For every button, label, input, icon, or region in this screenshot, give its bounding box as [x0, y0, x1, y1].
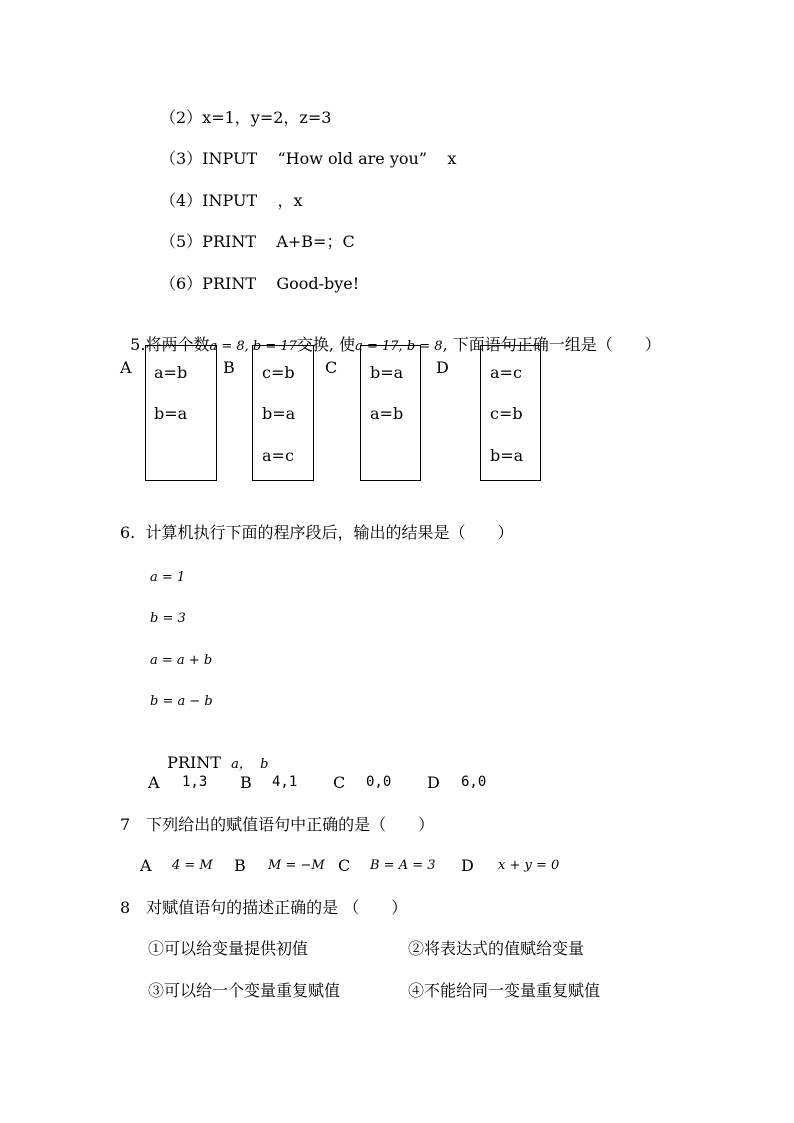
q7-option-b-letter: B: [234, 856, 246, 875]
q4-item-6: （6）PRINT Good-bye!: [160, 274, 360, 293]
q5-suffix: , 下面语句正确一组是（ ）: [442, 335, 661, 354]
q6-option-c-letter: C: [333, 773, 346, 792]
q7-option-a-letter: A: [140, 856, 152, 875]
q5-option-d-letter: D: [436, 358, 449, 377]
q6-option-c-value: 0,0: [366, 774, 392, 790]
q6-option-b-value: 4,1: [272, 774, 298, 790]
q8-choice-1: ①可以给变量提供初值: [148, 939, 309, 958]
q5-option-a-line-2: b=a: [154, 404, 188, 423]
q5-target: a = 17, b = 8: [355, 339, 443, 354]
q5-given: a = 8, b = 17: [209, 339, 297, 354]
q7-option-d-value: x + y = 0: [498, 858, 560, 873]
q6-option-d-letter: D: [427, 773, 440, 792]
q7-option-a-value: 4 = M: [172, 858, 213, 873]
q6-print-args: a， b: [231, 757, 269, 772]
q5-option-c-line-2: a=b: [370, 404, 404, 423]
q4-item-5: （5）PRINT A+B=；C: [160, 232, 355, 251]
q7-option-b-value: M = −M: [268, 858, 325, 873]
q5-option-d-line-2: c=b: [490, 404, 523, 423]
q6-print-line: [157, 733, 269, 775]
q6-print-keyword: PRINT: [167, 753, 221, 772]
q5-option-b-line-3: a=c: [262, 446, 294, 465]
q7-option-c-value: B = A = 3: [370, 858, 436, 873]
q4-item-3: （3）INPUT “How old are you” x: [160, 149, 457, 168]
q5-option-c-letter: C: [325, 358, 338, 377]
q4-item-4: （4）INPUT ，x: [160, 191, 303, 210]
q8-choice-2: ②将表达式的值赋给变量: [408, 939, 585, 958]
q5-option-b-letter: B: [223, 358, 235, 377]
q5-option-d-line-1: a=c: [490, 363, 522, 382]
q4-item-2: （2）x=1，y=2，z=3: [160, 108, 332, 127]
q8-choice-3: ③可以给一个变量重复赋值: [148, 981, 341, 1000]
q6-option-d-value: 6,0: [461, 774, 487, 790]
q5-mid: 交换, 使: [296, 335, 356, 354]
q8-stem: 8 对赋值语句的描述正确的是 （ ）: [120, 898, 408, 917]
q6-code-line-4: b = a − b: [150, 694, 213, 709]
q6-stem: 6. 计算机执行下面的程序段后，输出的结果是（ ）: [120, 523, 514, 542]
q5-option-a-line-1: a=b: [154, 363, 188, 382]
q5-option-c-line-1: b=a: [370, 363, 404, 382]
q6-option-a-letter: A: [148, 773, 160, 792]
q5-option-a-letter: A: [120, 358, 132, 377]
q7-option-d-letter: D: [461, 856, 474, 875]
q7-stem: 7 下列给出的赋值语句中正确的是（ ）: [120, 815, 435, 834]
q6-option-b-letter: B: [240, 773, 252, 792]
q5-option-b-line-2: b=a: [262, 404, 296, 423]
q6-code-line-3: a = a + b: [150, 653, 213, 668]
q8-choice-4: ④不能给同一变量重复赋值: [408, 981, 601, 1000]
q6-option-a-value: 1,3: [182, 774, 208, 790]
q5-prefix: 5.将两个数: [130, 335, 210, 354]
q5-option-d-line-3: b=a: [490, 446, 524, 465]
q6-code-line-2: b = 3: [150, 611, 186, 626]
q6-code-line-1: a = 1: [150, 570, 186, 585]
q7-option-c-letter: C: [338, 856, 351, 875]
q5-option-b-line-1: c=b: [262, 363, 295, 382]
